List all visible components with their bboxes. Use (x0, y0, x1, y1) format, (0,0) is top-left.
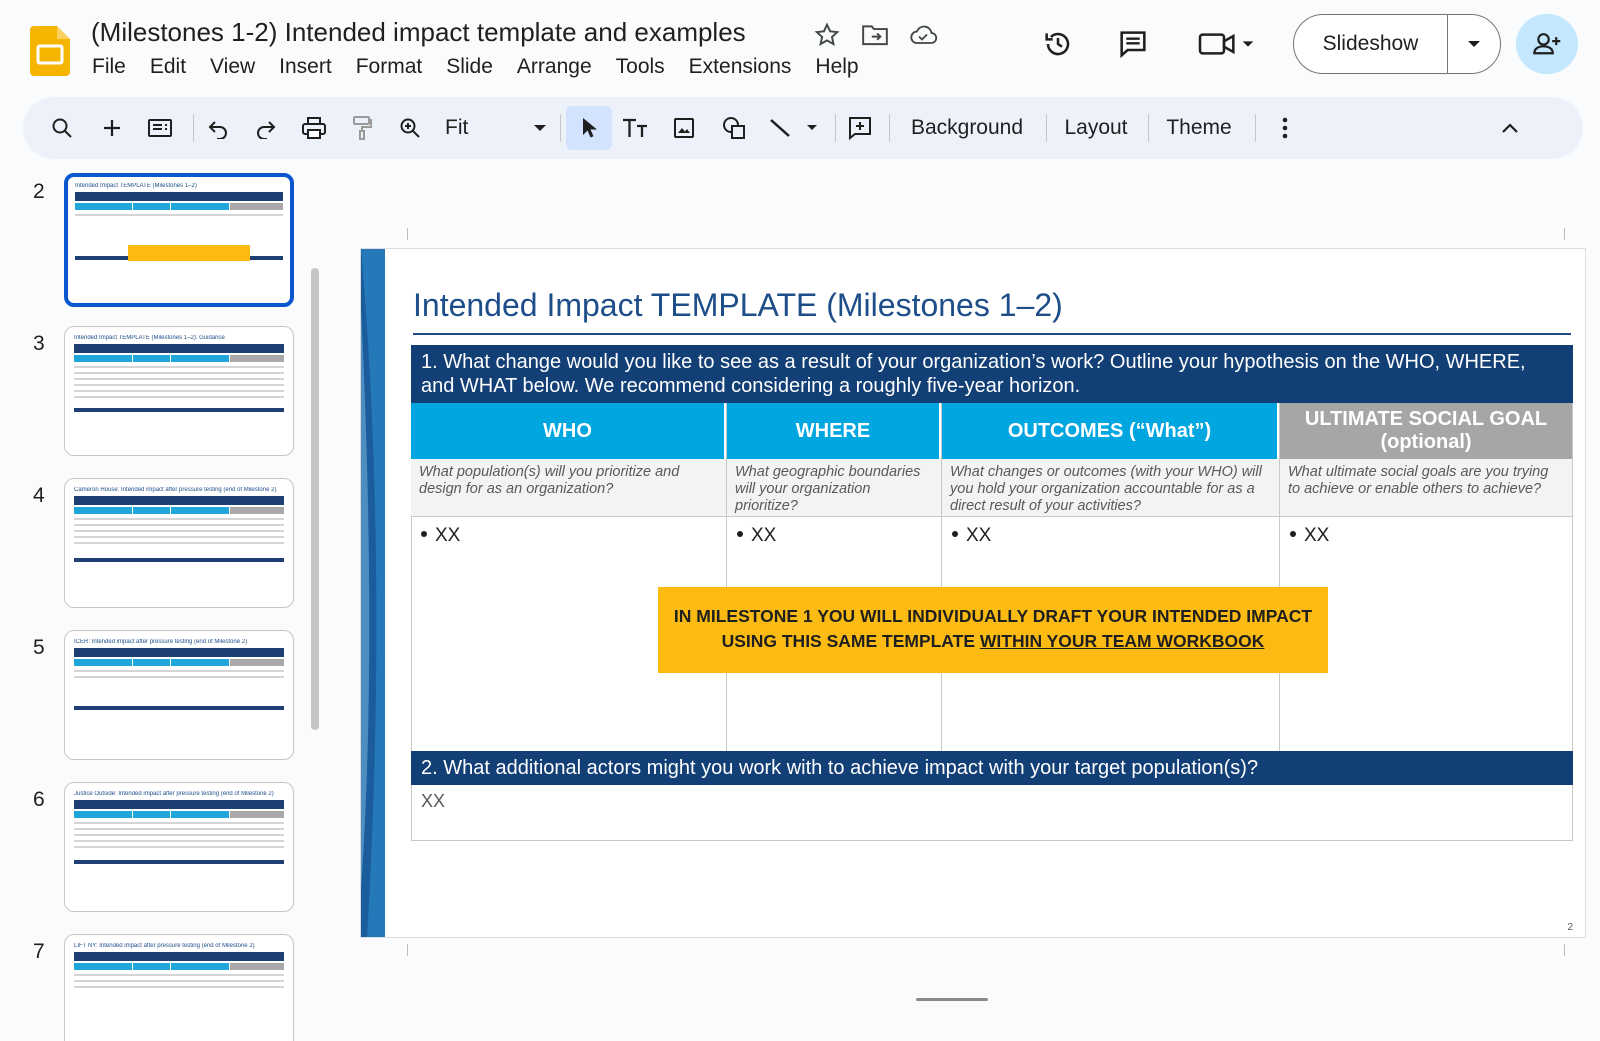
toolbar (23, 97, 1583, 159)
banner-line-1: IN MILESTONE 1 YOU WILL INDIVIDUALLY DRAFT YOUR INTENDED IMPACT (673, 606, 1313, 626)
column-value (727, 517, 941, 555)
column-description: What ultimate social goals are you trying to achieve or enable others to achieve? (1280, 459, 1572, 517)
slide-canvas[interactable] (360, 248, 1586, 938)
column-description: What geographic boundaries will your organization prioritize? (727, 459, 941, 517)
star-icon[interactable] (812, 20, 842, 50)
column-header: OUTCOMES (“What”) (942, 403, 1279, 459)
undo-icon[interactable] (199, 106, 237, 150)
print-icon[interactable] (295, 106, 333, 150)
slide-number: 7 (33, 940, 45, 963)
slide-layout-icon[interactable] (141, 106, 179, 150)
theme-label: Theme (1166, 116, 1232, 139)
page-number: 2 (1567, 922, 1573, 933)
slide-number: 5 (33, 636, 45, 659)
menu-extensions[interactable]: Extensions (688, 55, 792, 78)
insert-image-icon[interactable] (665, 106, 703, 150)
thumbnail-title: Justice Outside: Intended impact after pressure testing (end of Milestone 2) (74, 791, 274, 797)
slide-number: 3 (33, 332, 45, 355)
menu-insert[interactable]: Insert (279, 55, 332, 78)
menu-help[interactable]: Help (815, 55, 859, 78)
new-slide-plus-icon[interactable] (93, 106, 131, 150)
slide-number: 6 (33, 788, 45, 811)
bullet-icon (952, 531, 958, 537)
search-menus-icon[interactable] (43, 106, 81, 150)
column-description: What changes or outcomes (with your WHO) will you hold your organization accountable for as a direct result of your activities? (942, 459, 1279, 517)
paint-format-icon[interactable] (343, 106, 381, 150)
outcomes-column (942, 403, 1280, 751)
slides-logo-icon[interactable] (30, 26, 70, 76)
column-description: What population(s) will you prioritize and design for as an organization? (411, 459, 726, 517)
layout-button[interactable] (1055, 106, 1137, 150)
column-value-text: XX (1304, 525, 1330, 546)
team-workbook-link[interactable]: WITHIN YOUR TEAM WORKBOOK (979, 631, 1265, 651)
bullet-icon (737, 531, 743, 537)
share-add-person-icon[interactable] (1516, 14, 1578, 74)
add-comment-icon[interactable] (841, 106, 879, 150)
slideshow-button-group (1293, 14, 1501, 74)
column-header: WHO (411, 403, 726, 459)
thumbnail-title: Cameron House: Intended impact after pressure testing (end of Milestone 2) (74, 487, 277, 493)
zoom-icon[interactable] (391, 106, 429, 150)
thumbnail-title: Intended Impact TEMPLATE (Milestones 1–2) (75, 183, 197, 189)
impact-table (411, 403, 1573, 751)
menu-file[interactable]: File (92, 55, 126, 78)
slide-thumbnail-5[interactable] (64, 630, 294, 760)
banner-line-2: USING THIS SAME TEMPLATE (721, 631, 980, 651)
menu-bar (92, 55, 883, 79)
question-2-answer: XX (411, 785, 1573, 841)
question-1-bar: 1. What change would you like to see as a result of your organization’s work? Outline your hypothesis on the WHO, WHERE, and WHAT below. We recommend considering a roughly five-year horizon. (411, 345, 1573, 403)
background-label: Background (910, 116, 1024, 139)
menu-arrange[interactable]: Arrange (516, 55, 592, 78)
menu-edit[interactable]: Edit (149, 55, 187, 78)
menu-format[interactable]: Format (355, 55, 423, 78)
title-rule (413, 333, 1571, 335)
menu-slide[interactable]: Slide (446, 55, 493, 78)
zoom-dropdown-icon (533, 124, 547, 132)
move-to-folder-icon[interactable] (860, 20, 890, 50)
background-button[interactable] (901, 106, 1033, 150)
collapse-toolbar-icon[interactable] (1491, 106, 1529, 150)
bullet-icon (1290, 531, 1296, 537)
slideshow-dropdown-icon[interactable] (1448, 15, 1500, 73)
column-header: ULTIMATE SOCIAL GOAL (optional) (1280, 403, 1572, 459)
thumbnail-title: ICER: Intended impact after pressure testing (end of Milestone 2) (74, 639, 248, 645)
slide-thumbnail-2[interactable] (64, 173, 294, 307)
menu-view[interactable]: View (210, 55, 256, 78)
select-cursor-icon[interactable] (566, 106, 612, 150)
slide-thumbnail-3[interactable] (64, 326, 294, 456)
zoom-value: Fit (445, 116, 469, 139)
redo-icon[interactable] (247, 106, 285, 150)
column-value-text: XX (751, 525, 777, 546)
cloud-saved-icon[interactable] (908, 20, 938, 50)
milestone-banner (658, 587, 1328, 673)
text-box-icon[interactable] (616, 106, 654, 150)
question-2-bar: 2. What additional actors might you work with to achieve impact with your target population(s)? (411, 751, 1573, 785)
slide-number: 2 (33, 180, 45, 203)
menu-tools[interactable]: Tools (615, 55, 665, 78)
zoom-select[interactable] (441, 106, 551, 150)
meet-call-icon[interactable] (1193, 20, 1263, 68)
version-history-icon[interactable] (1034, 20, 1082, 68)
more-options-icon[interactable] (1266, 106, 1304, 150)
speaker-notes-handle[interactable] (916, 998, 988, 1001)
slide-number: 4 (33, 484, 45, 507)
column-value-text: XX (435, 525, 461, 546)
filmstrip-scrollbar[interactable] (311, 268, 319, 730)
shape-icon[interactable] (715, 106, 753, 150)
slide-thumbnail-6[interactable] (64, 782, 294, 912)
column-value (411, 517, 726, 555)
column-header: WHERE (727, 403, 941, 459)
slide-thumbnail-7[interactable] (64, 934, 294, 1041)
slideshow-button[interactable]: Slideshow (1294, 15, 1448, 73)
social-goal-column (1280, 403, 1573, 751)
slide-side-decoration (361, 249, 385, 938)
column-value (1280, 517, 1572, 555)
column-value (942, 517, 1279, 555)
line-tool-icon[interactable] (765, 106, 823, 150)
thumbnail-title: Intended Impact TEMPLATE (Milestones 1–2): Guidance (74, 335, 225, 341)
who-column (411, 403, 727, 751)
slide-filmstrip (0, 170, 320, 1041)
bullet-icon (421, 531, 427, 537)
theme-button[interactable] (1159, 106, 1239, 150)
comments-icon[interactable] (1109, 20, 1157, 68)
document-title[interactable]: (Milestones 1-2) Intended impact template and examples (91, 17, 746, 47)
column-value-text: XX (966, 525, 992, 546)
where-column (727, 403, 942, 751)
slide-thumbnail-4[interactable] (64, 478, 294, 608)
thumbnail-title: LIFT NY: Intended impact after pressure testing (end of Milestone 2) (74, 943, 255, 949)
layout-label: Layout (1064, 116, 1128, 139)
slide-title: Intended Impact TEMPLATE (Milestones 1–2) (413, 287, 1063, 323)
